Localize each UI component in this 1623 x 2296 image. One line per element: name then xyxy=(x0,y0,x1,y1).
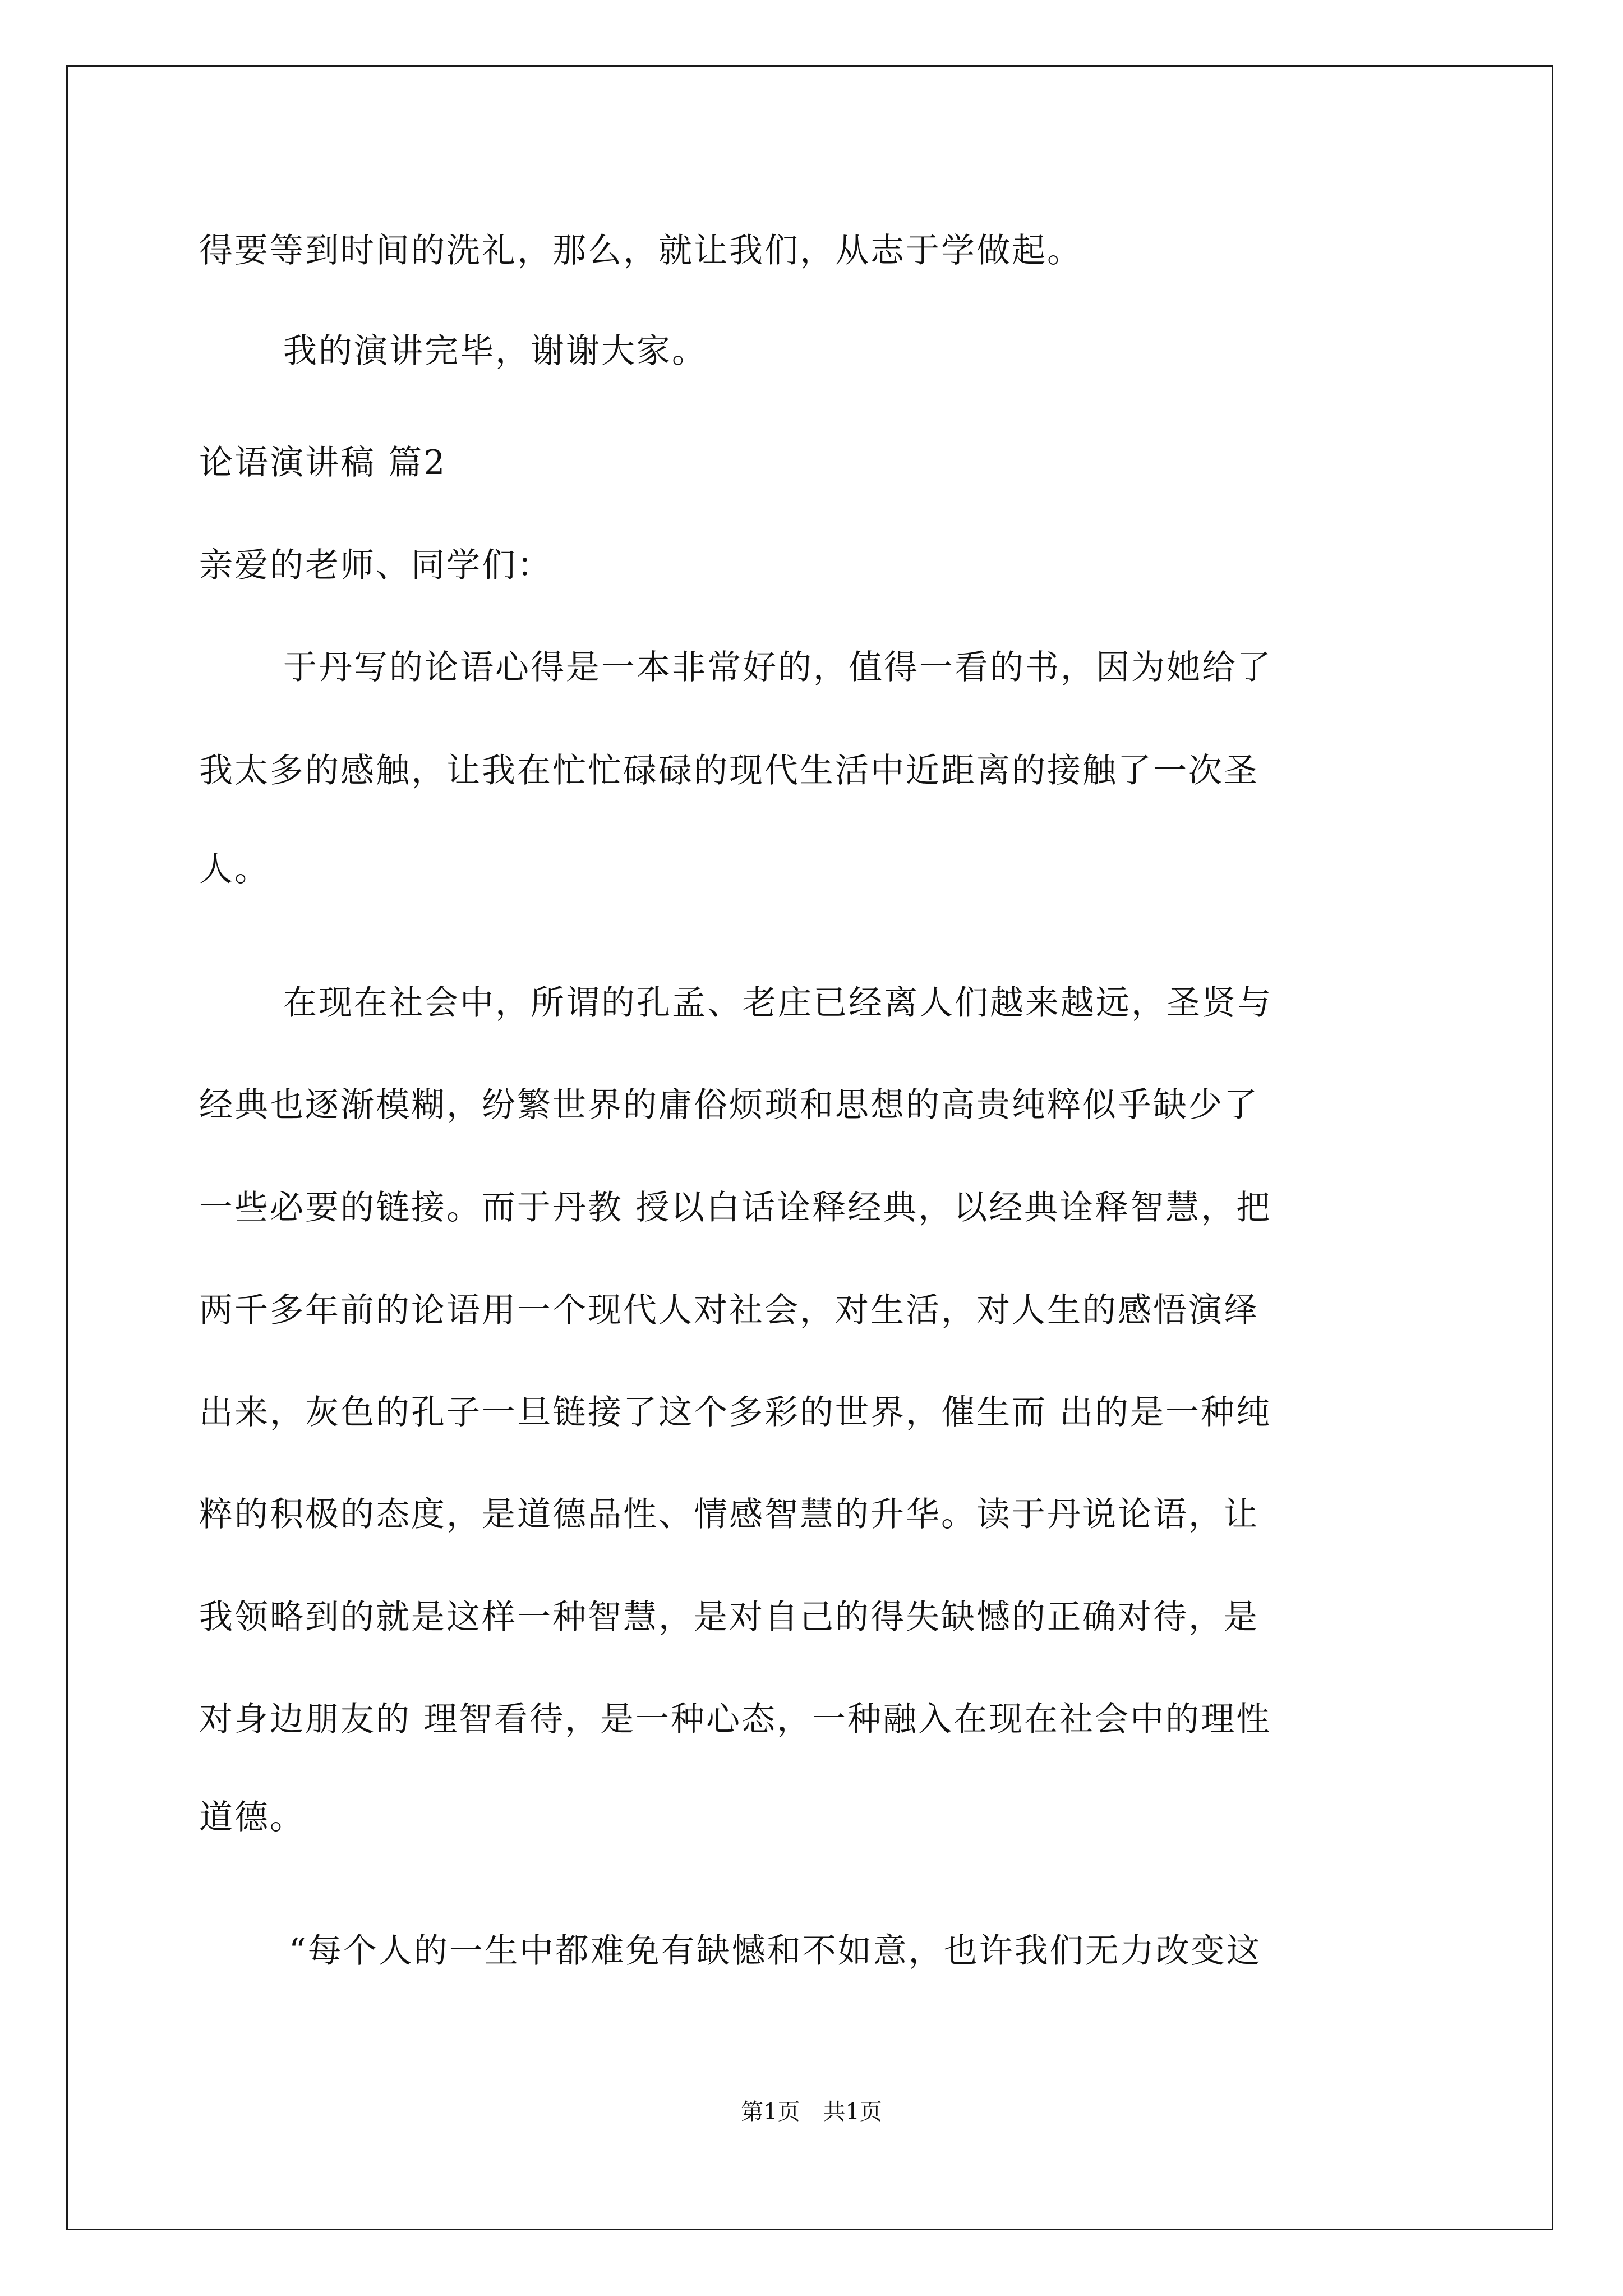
text-line-1: 得要等到时间的洗礼，那么，就让我们，从志于学做起。 xyxy=(199,231,1082,270)
text-line-12: 出来，灰色的孔子一旦链接了这个多彩的世界，催生而 出的是一种纯 xyxy=(199,1393,1272,1432)
page-number: 第1页 xyxy=(741,2099,800,2125)
salutation: 亲爱的老师、同学们： xyxy=(199,546,552,585)
text-line-17: “每个人的一生中都难免有缺憾和不如意，也许我们无力改变这 xyxy=(289,1931,1262,1971)
text-line-8: 在现在社会中，所谓的孔孟、老庄已经离人们越来越远，圣贤与 xyxy=(283,983,1272,1023)
text-line-2: 我的演讲完毕，谢谢大家。 xyxy=(283,332,707,371)
section-heading: 论语演讲稿 篇2 xyxy=(199,443,447,482)
text-line-14: 我领略到的就是这样一种智慧，是对自己的得失缺憾的正确对待，是 xyxy=(199,1598,1259,1637)
text-line-16: 道德。 xyxy=(199,1798,305,1837)
text-line-10: 一些必要的链接。而于丹教 授以白话诠释经典，以经典诠释智慧，把 xyxy=(199,1188,1272,1227)
page-footer xyxy=(0,2098,1623,2126)
text-line-5: 于丹写的论语心得是一本非常好的，值得一看的书，因为她给了 xyxy=(283,648,1272,687)
text-line-15: 对身边朋友的 理智看待，是一种心态，一种融入在现在社会中的理性 xyxy=(199,1700,1272,1739)
page-total: 共1页 xyxy=(823,2099,882,2125)
text-line-6: 我太多的感触，让我在忙忙碌碌的现代生活中近距离的接触了一次圣 xyxy=(199,751,1259,790)
text-line-13: 粹的积极的态度，是道德品性、情感智慧的升华。读于丹说论语，让 xyxy=(199,1495,1259,1534)
text-line-9: 经典也逐渐模糊，纷繁世界的庸俗烦琐和思想的高贵纯粹似乎缺少了 xyxy=(199,1085,1259,1125)
text-line-11: 两千多年前的论语用一个现代人对社会，对生活，对人生的感悟演绎 xyxy=(199,1291,1259,1330)
text-line-7: 人。 xyxy=(199,850,270,889)
page-border xyxy=(66,65,1553,2230)
